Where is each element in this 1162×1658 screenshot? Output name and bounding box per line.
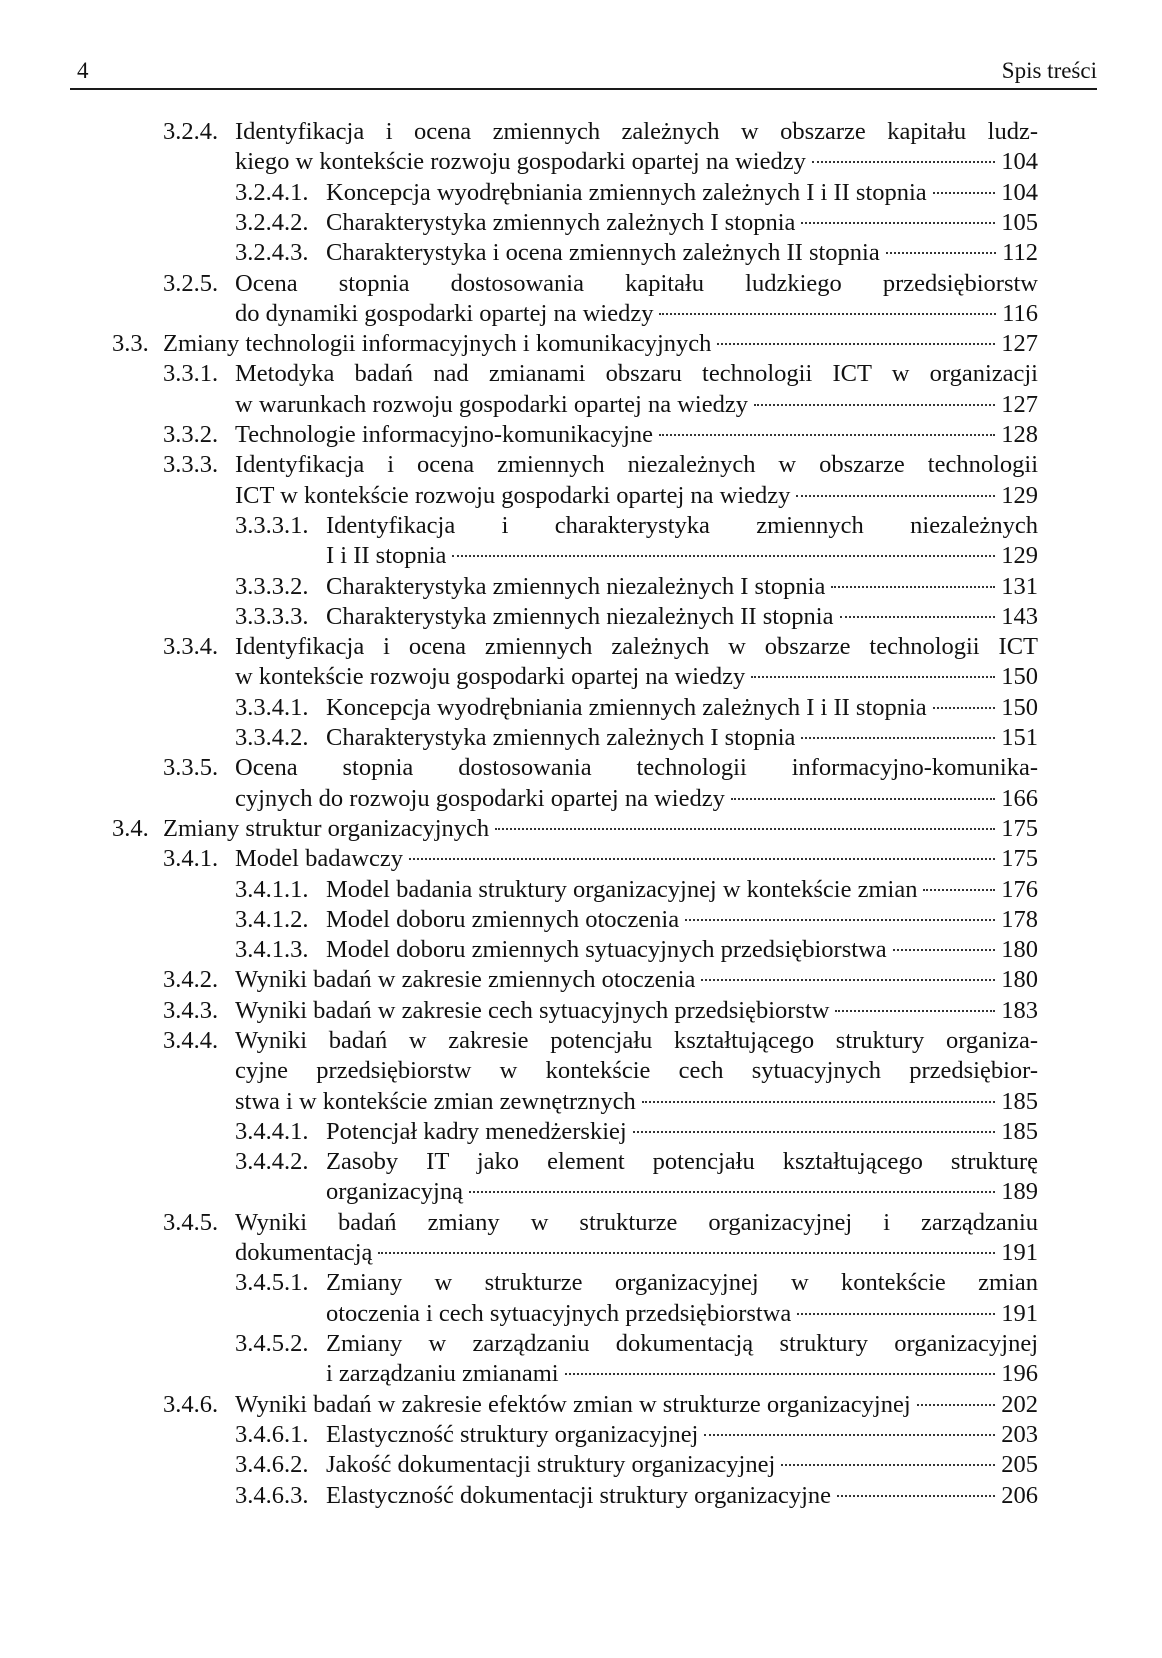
toc-entry-title: stwa i w kontekście zmian zewnętrznych xyxy=(235,1087,636,1115)
toc-entry-title: Charakterystyka i ocena zmiennych zależnych II stopnia xyxy=(326,239,880,267)
toc-entry-number: 3.3. xyxy=(112,330,149,358)
dot-leader xyxy=(659,313,996,315)
toc-entry-number: 3.2.5. xyxy=(163,269,219,297)
dot-leader xyxy=(751,676,995,678)
toc-entry-last-line xyxy=(326,540,1038,572)
toc-entry xyxy=(235,1480,1038,1510)
toc-entry-title: organizacyjną xyxy=(326,1178,463,1206)
toc-entry-last-line xyxy=(326,722,1038,754)
toc-entry-number: 3.3.3. xyxy=(163,451,219,479)
dot-leader xyxy=(831,586,995,588)
toc-entry-title: Model doboru zmiennych sytuacyjnych przedsiębiorstwa xyxy=(326,936,887,964)
toc-entry-title-line: cyjne przedsiębiorstw w kontekście cech sytuacyjnych przedsiębior- xyxy=(235,1057,1038,1085)
toc-entry-title: Zmiany technologii informacyjnych i komunikacyjnych xyxy=(163,330,712,358)
toc-entry-title: Zmiany struktur organizacyjnych xyxy=(163,814,490,842)
toc-entry-page: 116 xyxy=(1002,299,1038,327)
toc-entry xyxy=(112,328,1038,358)
toc-entry-title: Model badawczy xyxy=(235,845,404,873)
toc-entry xyxy=(163,1389,1038,1419)
toc-entry-title: dokumentacją xyxy=(235,1239,373,1267)
toc-entry xyxy=(112,813,1038,843)
toc-entry-last-line xyxy=(163,813,1038,845)
toc-entry-title: Charakterystyka zmiennych zależnych I stopnia xyxy=(326,724,796,751)
toc-entry-last-line xyxy=(235,1389,1038,1421)
toc-entry-number: 3.4.1.2. xyxy=(235,905,309,933)
toc-entry xyxy=(163,419,1038,449)
toc-entry-title-line: Metodyka badań nad zmianami obszaru technologii ICT w organizacji xyxy=(235,360,1038,388)
dot-leader xyxy=(835,1010,995,1012)
toc-entry-page: 205 xyxy=(1001,1451,1038,1479)
toc-entry-last-line xyxy=(235,1086,1038,1118)
toc-entry xyxy=(235,510,1038,571)
toc-entry-number: 3.4.3. xyxy=(163,996,219,1024)
toc-entry xyxy=(235,237,1038,267)
toc-entry-number: 3.4. xyxy=(112,814,149,842)
toc-entry xyxy=(235,571,1038,601)
toc-entry xyxy=(235,1267,1038,1328)
toc-entry xyxy=(235,1419,1038,1449)
toc-entry-page: 183 xyxy=(1001,996,1038,1024)
toc-entry-title-line: Zmiany w zarządzaniu dokumentacją struktury organizacyjnej xyxy=(326,1330,1038,1357)
toc-entry-last-line xyxy=(326,692,1038,724)
toc-entry-page: 166 xyxy=(1001,784,1038,812)
toc-entry-number: 3.4.6.2. xyxy=(235,1451,309,1479)
toc-entry-last-line xyxy=(235,783,1038,815)
toc-entry xyxy=(163,1025,1038,1116)
toc-entry xyxy=(235,874,1038,904)
toc-entry xyxy=(235,904,1038,934)
toc-entry-last-line xyxy=(235,1237,1038,1269)
toc-entry-page: 185 xyxy=(1001,1117,1038,1145)
toc-entry-title: ICT w kontekście rozwoju gospodarki opartej na wiedzy xyxy=(235,481,791,509)
toc-entry-page: 203 xyxy=(1001,1420,1038,1448)
toc-entry-number: 3.3.5. xyxy=(163,754,219,782)
toc-entry-page: 150 xyxy=(1001,663,1038,691)
dot-leader xyxy=(933,192,996,194)
dot-leader xyxy=(837,1495,995,1497)
toc-entry-page: 127 xyxy=(1001,330,1038,358)
toc-entry-number: 3.3.1. xyxy=(163,360,219,388)
toc-entry xyxy=(163,843,1038,873)
toc-entry xyxy=(163,116,1038,177)
toc-entry-title: Koncepcja wyodrębniania zmiennych zależnych I i II stopnia xyxy=(326,693,927,721)
toc-entry-title-line: Identyfikacja i ocena zmiennych zależnych w obszarze kapitału ludz- xyxy=(235,118,1038,145)
toc-entry-title: Model doboru zmiennych otoczenia xyxy=(326,905,680,933)
dot-leader xyxy=(633,1131,996,1133)
toc-entry xyxy=(235,934,1038,964)
toc-entry xyxy=(163,631,1038,692)
toc-entry-page: 150 xyxy=(1001,693,1038,721)
toc-entry-number: 3.2.4. xyxy=(163,118,219,145)
toc-entry-page: 112 xyxy=(1002,239,1038,267)
toc-entry-title: Charakterystyka zmiennych zależnych I stopnia xyxy=(326,208,796,236)
toc-entry xyxy=(163,449,1038,510)
toc-entry xyxy=(235,1116,1038,1146)
dot-leader xyxy=(886,252,996,254)
toc-entry-number: 3.3.3.3. xyxy=(235,602,309,630)
toc-entry-title: Technologie informacyjno-komunikacyjne xyxy=(235,421,654,448)
toc-entry xyxy=(235,1449,1038,1479)
page-number: 4 xyxy=(77,58,89,83)
toc-entry-title: otoczenia i cech sytuacyjnych przedsiębiorstwa xyxy=(326,1299,792,1327)
toc-entry-title-line: Zmiany w strukturze organizacyjnej w kontekście zmian xyxy=(326,1269,1038,1297)
toc-entry-number: 3.2.4.1. xyxy=(235,178,309,206)
toc-entry-number: 3.4.1. xyxy=(163,845,219,873)
toc-entry-title-line: Wyniki badań w zakresie potencjału kształtującego struktury organiza- xyxy=(235,1027,1038,1054)
dot-leader xyxy=(801,222,995,224)
toc-entry-last-line xyxy=(163,328,1038,360)
toc-entry-number: 3.3.4. xyxy=(163,633,219,661)
dot-leader xyxy=(565,1373,996,1375)
toc-entry-title: do dynamiki gospodarki opartej na wiedzy xyxy=(235,299,654,327)
toc-entry-title-line: Ocena stopnia dostosowania technologii informacyjno-komunika- xyxy=(235,754,1038,782)
toc-entry-number: 3.4.5.1. xyxy=(235,1269,309,1297)
toc-entry-page: 151 xyxy=(1001,724,1038,751)
toc-entry-last-line xyxy=(326,1116,1038,1148)
toc-entry xyxy=(235,207,1038,237)
toc-entry-number: 3.3.4.1. xyxy=(235,693,309,721)
toc-entry xyxy=(163,995,1038,1025)
dot-leader xyxy=(409,858,995,860)
toc-entry xyxy=(163,268,1038,329)
toc-entry xyxy=(163,964,1038,994)
dot-leader xyxy=(796,495,995,497)
toc-entry-title-line: Identyfikacja i ocena zmiennych niezależnych w obszarze technologii xyxy=(235,451,1038,479)
running-title: Spis treści xyxy=(1001,58,1097,83)
toc-entry xyxy=(235,722,1038,752)
toc-entry-number: 3.4.4. xyxy=(163,1027,219,1054)
toc-entry-last-line xyxy=(235,661,1038,693)
toc-entry-title: Wyniki badań w zakresie zmiennych otoczenia xyxy=(235,966,696,994)
toc-entry-title-line: Wyniki badań zmiany w strukturze organizacyjnej i zarządzaniu xyxy=(235,1208,1038,1236)
toc-entry-last-line xyxy=(235,480,1038,512)
toc-entry-page: 131 xyxy=(1001,572,1038,600)
toc-entry-title: I i II stopnia xyxy=(326,542,447,570)
toc-entry-last-line xyxy=(326,1419,1038,1451)
toc-entry xyxy=(235,692,1038,722)
toc-entry-title: Wyniki badań w zakresie efektów zmian w strukturze organizacyjnej xyxy=(235,1390,911,1418)
toc-entry-number: 3.4.6. xyxy=(163,1390,219,1418)
toc-entry-last-line xyxy=(235,843,1038,875)
toc-entry-number: 3.4.1.1. xyxy=(235,875,309,903)
dot-leader xyxy=(812,161,995,163)
toc-entry-title: kiego w kontekście rozwoju gospodarki opartej na wiedzy xyxy=(235,148,806,176)
dot-leader xyxy=(701,979,995,981)
toc-entry-page: 127 xyxy=(1001,390,1038,418)
toc-entry-title: i zarządzaniu zmianami xyxy=(326,1360,559,1388)
toc-entry-last-line xyxy=(326,1449,1038,1481)
toc-entry xyxy=(163,752,1038,813)
toc-entry-title: w warunkach rozwoju gospodarki opartej na wiedzy xyxy=(235,390,748,418)
toc-entry-number: 3.3.4.2. xyxy=(235,724,309,751)
toc-entry-last-line xyxy=(326,207,1038,239)
toc-entry-last-line xyxy=(235,146,1038,178)
toc-entry-page: 176 xyxy=(1001,875,1038,903)
toc-entry-title-line: Identyfikacja i charakterystyka zmiennych niezależnych xyxy=(326,511,1038,539)
dot-leader xyxy=(781,1464,995,1466)
toc-entry-number: 3.2.4.2. xyxy=(235,208,309,236)
toc-entry-last-line xyxy=(235,964,1038,996)
toc-entry-last-line xyxy=(326,1358,1038,1390)
toc-entry-title-line: Ocena stopnia dostosowania kapitału ludzkiego przedsiębiorstw xyxy=(235,269,1038,297)
toc-entry-number: 3.2.4.3. xyxy=(235,239,309,267)
dot-leader xyxy=(840,616,996,618)
dot-leader xyxy=(378,1252,995,1254)
toc-entry-number: 3.3.2. xyxy=(163,421,219,448)
toc-entry-page: 104 xyxy=(1001,178,1038,206)
toc-entry-page: 191 xyxy=(1001,1239,1038,1267)
toc-entry-page: 185 xyxy=(1001,1087,1038,1115)
dot-leader xyxy=(642,1101,996,1103)
toc-entry-title: Koncepcja wyodrębniania zmiennych zależnych I i II stopnia xyxy=(326,178,927,206)
toc-entry-last-line xyxy=(235,419,1038,451)
toc-entry-number: 3.4.4.2. xyxy=(235,1148,309,1176)
toc-entry-page: 129 xyxy=(1001,542,1038,570)
toc-entry-title: Potencjał kadry menedżerskiej xyxy=(326,1117,627,1145)
toc-entry-page: 105 xyxy=(1001,208,1038,236)
toc-entry xyxy=(235,1146,1038,1207)
toc-entry-page: 202 xyxy=(1001,1390,1038,1418)
toc-entry-title: Charakterystyka zmiennych niezależnych II stopnia xyxy=(326,602,834,630)
dot-leader xyxy=(659,434,995,436)
toc-entry-page: 178 xyxy=(1001,905,1038,933)
toc-entry-page: 175 xyxy=(1001,845,1038,873)
toc-entry xyxy=(235,601,1038,631)
toc-entry-number: 3.3.3.1. xyxy=(235,511,309,539)
dot-leader xyxy=(893,949,996,951)
toc-entry xyxy=(235,177,1038,207)
toc-entry-title: Jakość dokumentacji struktury organizacyjnej xyxy=(326,1451,776,1479)
toc-entry-page: 180 xyxy=(1001,966,1038,994)
dot-leader xyxy=(495,828,995,830)
toc-entry-page: 191 xyxy=(1001,1299,1038,1327)
toc-entry-title: Charakterystyka zmiennych niezależnych I stopnia xyxy=(326,572,826,600)
toc-entry-last-line xyxy=(326,934,1038,966)
toc-entry-title-line: Identyfikacja i ocena zmiennych zależnych w obszarze technologii ICT xyxy=(235,633,1038,661)
toc-entry-last-line xyxy=(326,571,1038,603)
dot-leader xyxy=(923,889,995,891)
dot-leader xyxy=(797,1313,995,1315)
toc-entry-last-line xyxy=(326,1176,1038,1208)
toc-entry xyxy=(163,1207,1038,1268)
dot-leader xyxy=(469,1191,995,1193)
toc-entry-number: 3.4.5.2. xyxy=(235,1330,309,1357)
toc-entry-last-line xyxy=(326,904,1038,936)
toc-entry-last-line xyxy=(326,1298,1038,1330)
toc-entry-page: 128 xyxy=(1001,421,1038,448)
dot-leader xyxy=(452,555,995,557)
toc-entry-last-line xyxy=(326,237,1038,269)
toc-entry-page: 104 xyxy=(1001,148,1038,176)
dot-leader xyxy=(754,404,995,406)
toc-entry-title: Elastyczność dokumentacji struktury organizacyjne xyxy=(326,1481,832,1509)
toc-entry-page: 206 xyxy=(1001,1481,1038,1509)
dot-leader xyxy=(704,1434,995,1436)
toc-entry-number: 3.4.6.3. xyxy=(235,1481,309,1509)
toc-entry-title-line: Zasoby IT jako element potencjału kształtującego strukturę xyxy=(326,1148,1038,1176)
dot-leader xyxy=(801,737,995,739)
toc-entry-title: Elastyczność struktury organizacyjnej xyxy=(326,1420,699,1448)
toc-entry-page: 175 xyxy=(1001,814,1038,842)
toc-entry-page: 189 xyxy=(1001,1178,1038,1206)
toc-entry-last-line xyxy=(326,177,1038,209)
dot-leader xyxy=(933,707,996,709)
toc-entry-title: Model badania struktury organizacyjnej w kontekście zmian xyxy=(326,875,918,903)
toc-entry-page: 196 xyxy=(1001,1360,1038,1388)
dot-leader xyxy=(731,798,995,800)
toc-entry-title: cyjnych do rozwoju gospodarki opartej na wiedzy xyxy=(235,784,725,812)
toc-entry-page: 180 xyxy=(1001,936,1038,964)
toc-entry-page: 143 xyxy=(1001,602,1038,630)
toc-entry-last-line xyxy=(235,995,1038,1027)
toc-entry-last-line xyxy=(326,601,1038,633)
toc-entry-number: 3.3.3.2. xyxy=(235,572,309,600)
toc-entry-number: 3.4.1.3. xyxy=(235,936,309,964)
toc-entry-title: Wyniki badań w zakresie cech sytuacyjnych przedsiębiorstw xyxy=(235,996,830,1024)
toc-entry-title: w kontekście rozwoju gospodarki opartej na wiedzy xyxy=(235,663,746,691)
dot-leader xyxy=(717,343,995,345)
toc-entry xyxy=(235,1328,1038,1389)
toc-entry-last-line xyxy=(235,389,1038,421)
dot-leader xyxy=(917,1404,996,1406)
toc-entry-page: 129 xyxy=(1001,481,1038,509)
toc-entry xyxy=(163,358,1038,419)
toc-entry-last-line xyxy=(235,298,1038,330)
dot-leader xyxy=(685,919,995,921)
toc-entry-last-line xyxy=(326,1480,1038,1512)
toc-entry-number: 3.4.6.1. xyxy=(235,1420,309,1448)
toc-entry-number: 3.4.5. xyxy=(163,1208,219,1236)
toc-entry-number: 3.4.4.1. xyxy=(235,1117,309,1145)
toc-entry-last-line xyxy=(326,874,1038,906)
toc-entry-number: 3.4.2. xyxy=(163,966,219,994)
